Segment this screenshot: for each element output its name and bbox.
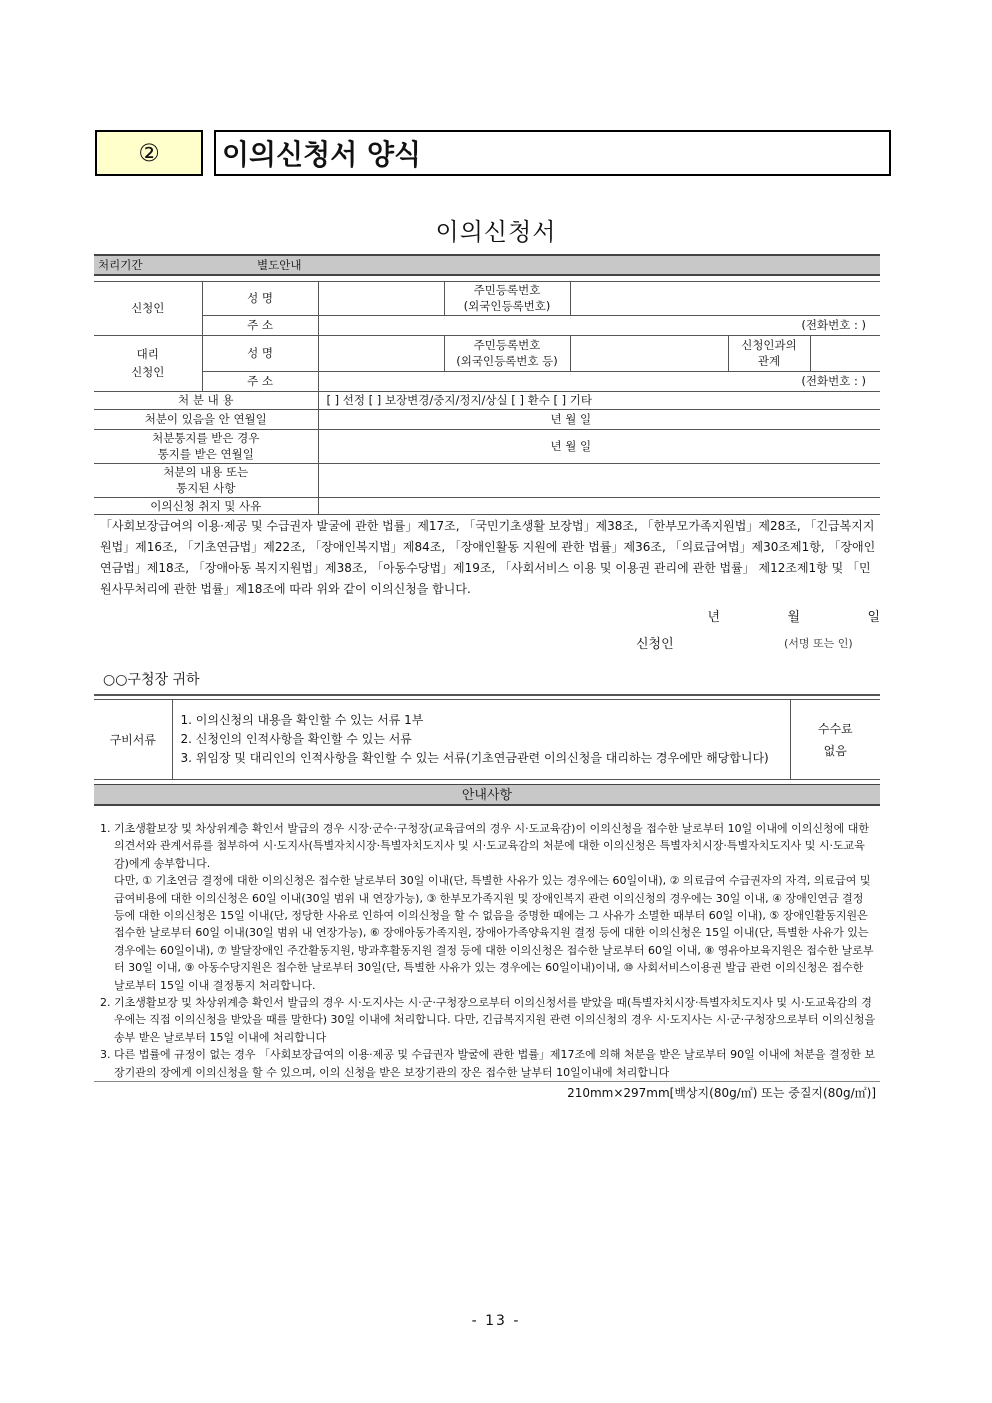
document-item: 2. 신청인의 인적사항을 확인할 수 있는 서류 (180, 732, 412, 746)
applicant-name-label: 성 명 (202, 281, 318, 315)
applicant-id-label-2: (외국인등록번호) (463, 299, 551, 313)
note-1-detail: 다만, ① 기초연금 결정에 대한 이의신청은 접수한 날로부터 30일 이내(단, 특별한 사유가 있는 경우에는 60일이내), ② 의료급여 수급권자의 자격, 의료급여 및 급여비용에 대한 이의신청은 60일 이내(30일 범위 내 연장가능), ③ 한부모가족지원 및 장애인복지 관련 이의신청의 경우에는 30일 이내, ④ 장애인연금 결정 등에 대한 이의신청은 15일 이내(단, 정당한 사유로 인하여 이의신청을 할 수 없음을 증명한 때에는 그 사유가 소멸한 때부터 60일 이내), ⑤ 장애인활동지원은 접수한 날로부터 60일 이내(30일 범위 내 연장가능), ⑥ 장애아동가족지원, 장애아가족양육지원 결정 등에 대한 이의신청은 15일 이내(단, 특별한 사유가 있는 경우에는 60일이내), ⑦ 발달장애인 주간활동지원, 방과후활동지원 결정 등에 대한 이의신청은 접수한 날로부터 60일 이내, ⑧ 영유아보육지원은 접수한 날로부터 30일 이내, ⑨ 아동수당지원은 접수한 날로부터 30일(단, 특별한 사유가 있는 경우에는 60일이내)이내, ⑩ 사회서비스이용권 발급 관련 이의신청은 접수한 날로부터 15일 이내 결정통지 처리합니다. (114, 874, 874, 992)
notice-date-field[interactable]: 년 월 일 (318, 429, 880, 463)
applicant-address-field[interactable] (318, 315, 880, 335)
agent-relation-label (728, 335, 810, 371)
disposition-options[interactable]: [ ] 선정 [ ] 보장변경/중지/정지/상실 [ ] 환수 [ ] 기타 (318, 391, 880, 409)
footer-divider (94, 1081, 880, 1082)
known-date-label: 처분이 있음을 안 연월일 (94, 409, 318, 429)
agent-label-2: 신청인 (131, 365, 165, 379)
notice-date-label (94, 429, 318, 463)
agent-id-label-2: (외국인등록번호 등) (456, 354, 558, 368)
agent-name-field[interactable] (318, 335, 444, 371)
signature-placeholder: (서명 또는 인) (784, 637, 853, 650)
signature-applicant-label: 신청인 (636, 637, 674, 652)
document-item: 1. 이의신청의 내용을 확인할 수 있는 서류 1부 (180, 713, 424, 727)
date-year: 년 (707, 610, 720, 625)
applicant-id-label-1: 주민등록번호 (473, 283, 541, 297)
applicant-id-field[interactable] (570, 281, 880, 315)
known-date-field[interactable]: 년 월 일 (318, 409, 880, 429)
agent-id-field[interactable] (570, 335, 728, 371)
applicant-name-field[interactable] (318, 281, 444, 315)
applicant-address-label: 주 소 (202, 315, 318, 335)
applicant-id-label (444, 281, 570, 315)
content-label (94, 463, 318, 497)
notice-date-label-2: 통지를 받은 연월일 (157, 447, 254, 461)
content-field[interactable] (318, 463, 880, 497)
recipient: ○○구청장 귀하 (103, 672, 200, 688)
date-day: 일 (867, 610, 880, 625)
agent-relation-label-2: 관계 (757, 354, 781, 368)
paper-size: 210mm×297mm[백상지(80g/㎡) 또는 중질지(80g/㎡)] (567, 1086, 876, 1100)
application-date (640, 606, 880, 625)
note-1: 1. 기초생활보장 및 차상위계층 확인서 발급의 경우 시장·군수·구청장(교육급여의 경우 시·도교육감)이 이의신청을 접수한 날로부터 10일 이내에 이의신청에 대한 의견서와 관계서류를 첨부하여 시·도지사(특별자치시장·특별자치도지사 및 시·도교육감의 처분에 대한 이의신청은 특별자치시장·특별자치도지사 및 시·도교육감)에게 송부합니다. (100, 822, 869, 870)
applicant-label: 신청인 (94, 281, 202, 335)
required-documents-table (94, 699, 880, 780)
form-title: 이의신청서 (435, 218, 557, 246)
notice-date-label-1: 처분통지를 받은 경우 (152, 431, 260, 445)
guide-title: 안내사항 (94, 784, 880, 806)
processing-period-label: 처리기간 (94, 255, 202, 275)
agent-label-1: 대리 (136, 347, 159, 361)
objection-form-table (94, 254, 880, 515)
documents-list (172, 700, 790, 780)
fee-cell (790, 700, 880, 780)
agent-name-label: 성 명 (202, 335, 318, 371)
date-month: 월 (787, 610, 800, 625)
agent-relation-label-1: 신청인과의 (741, 338, 797, 352)
agent-relation-field[interactable] (810, 335, 880, 371)
guide-notes (100, 820, 876, 1081)
fee-value: 없음 (823, 743, 847, 758)
legal-basis-text: 「사회보장급여의 이용·제공 및 수급권자 발굴에 관한 법률」제17조, 「국민기초생활 보장법」제38조, 「한부모가족지원법」제28조, 「긴급복지지원법」제16조, 「기초연금법」제22조, 「장애인복지법」제84조, 「장애인활동 지원에 관한 법률」제36조, 「의료급여법」제30조제1항, 「장애인연금법」제18조, 「장애아동 복지지원법」제38조, 「아동수당법」제19조, 「사회서비스 이용 및 이용권 관리에 관한 법률」 제12조제1항 및 「민원사무처리에 관한 법률」제18조에 따라 위와 같이 이의신청을 합니다. (100, 519, 876, 596)
section-title-box (214, 130, 891, 176)
section-title: 이의신청서 양식 (222, 138, 422, 171)
reason-label: 이의신청 취지 및 사유 (94, 497, 318, 514)
agent-address-label: 주 소 (202, 371, 318, 391)
content-label-1: 처분의 내용 또는 (163, 465, 249, 479)
fee-label: 수수료 (817, 721, 853, 736)
document-item: 3. 위임장 및 대리인의 인적사항을 확인할 수 있는 서류(기초연금관련 이의신청을 대리하는 경우에만 해당합니다) (180, 751, 769, 765)
section-number-box (95, 130, 203, 176)
documents-label: 구비서류 (94, 700, 172, 780)
reason-field[interactable] (318, 497, 880, 514)
note-3: 3. 다른 법률에 규정이 없는 경우 「사회보장급여의 이용·제공 및 수급권자 발굴에 관한 법률」제17조에 의해 처분을 받은 날로부터 90일 이내에 처분을 결정한 보장기관의 장에게 이의신청을 할 수 있으며, 이의 신청을 받은 보장기관의 장은 접수한 날부터 10일이내에 처리합니다 (100, 1048, 875, 1079)
agent-id-label-1: 주민등록번호 (473, 338, 541, 352)
processing-period-value: 별도안내 (202, 255, 880, 275)
agent-id-label (444, 335, 570, 371)
agent-phone-text: (전화번호 : ) (801, 374, 866, 388)
note-2: 2. 기초생활보장 및 차상위계층 확인서 발급의 경우 시·도지사는 시·군·구청장으로부터 이의신청서를 받았을 때(특별자치시장·특별자치도지사 및 시·도교육감의 경우에는 직접 이의신청을 받았을 때를 말한다) 30일 이내에 처리합니다. 다만, 긴급복지지원 관련 이의신청의 경우 시·도지사는 시·군·구청장으로부터 이의신청을 송부 받은 날로부터 15일 이내에 처리합니다 (100, 996, 876, 1044)
agent-label (94, 335, 202, 391)
agent-address-field[interactable] (318, 371, 880, 391)
applicant-phone-text: (전화번호 : ) (801, 318, 866, 332)
section-number: ② (138, 139, 160, 167)
divider (94, 694, 880, 696)
disposition-label: 처 분 내 용 (94, 391, 318, 409)
content-label-2: 통지된 사항 (176, 481, 236, 495)
page-number: - 13 - (471, 1313, 521, 1329)
